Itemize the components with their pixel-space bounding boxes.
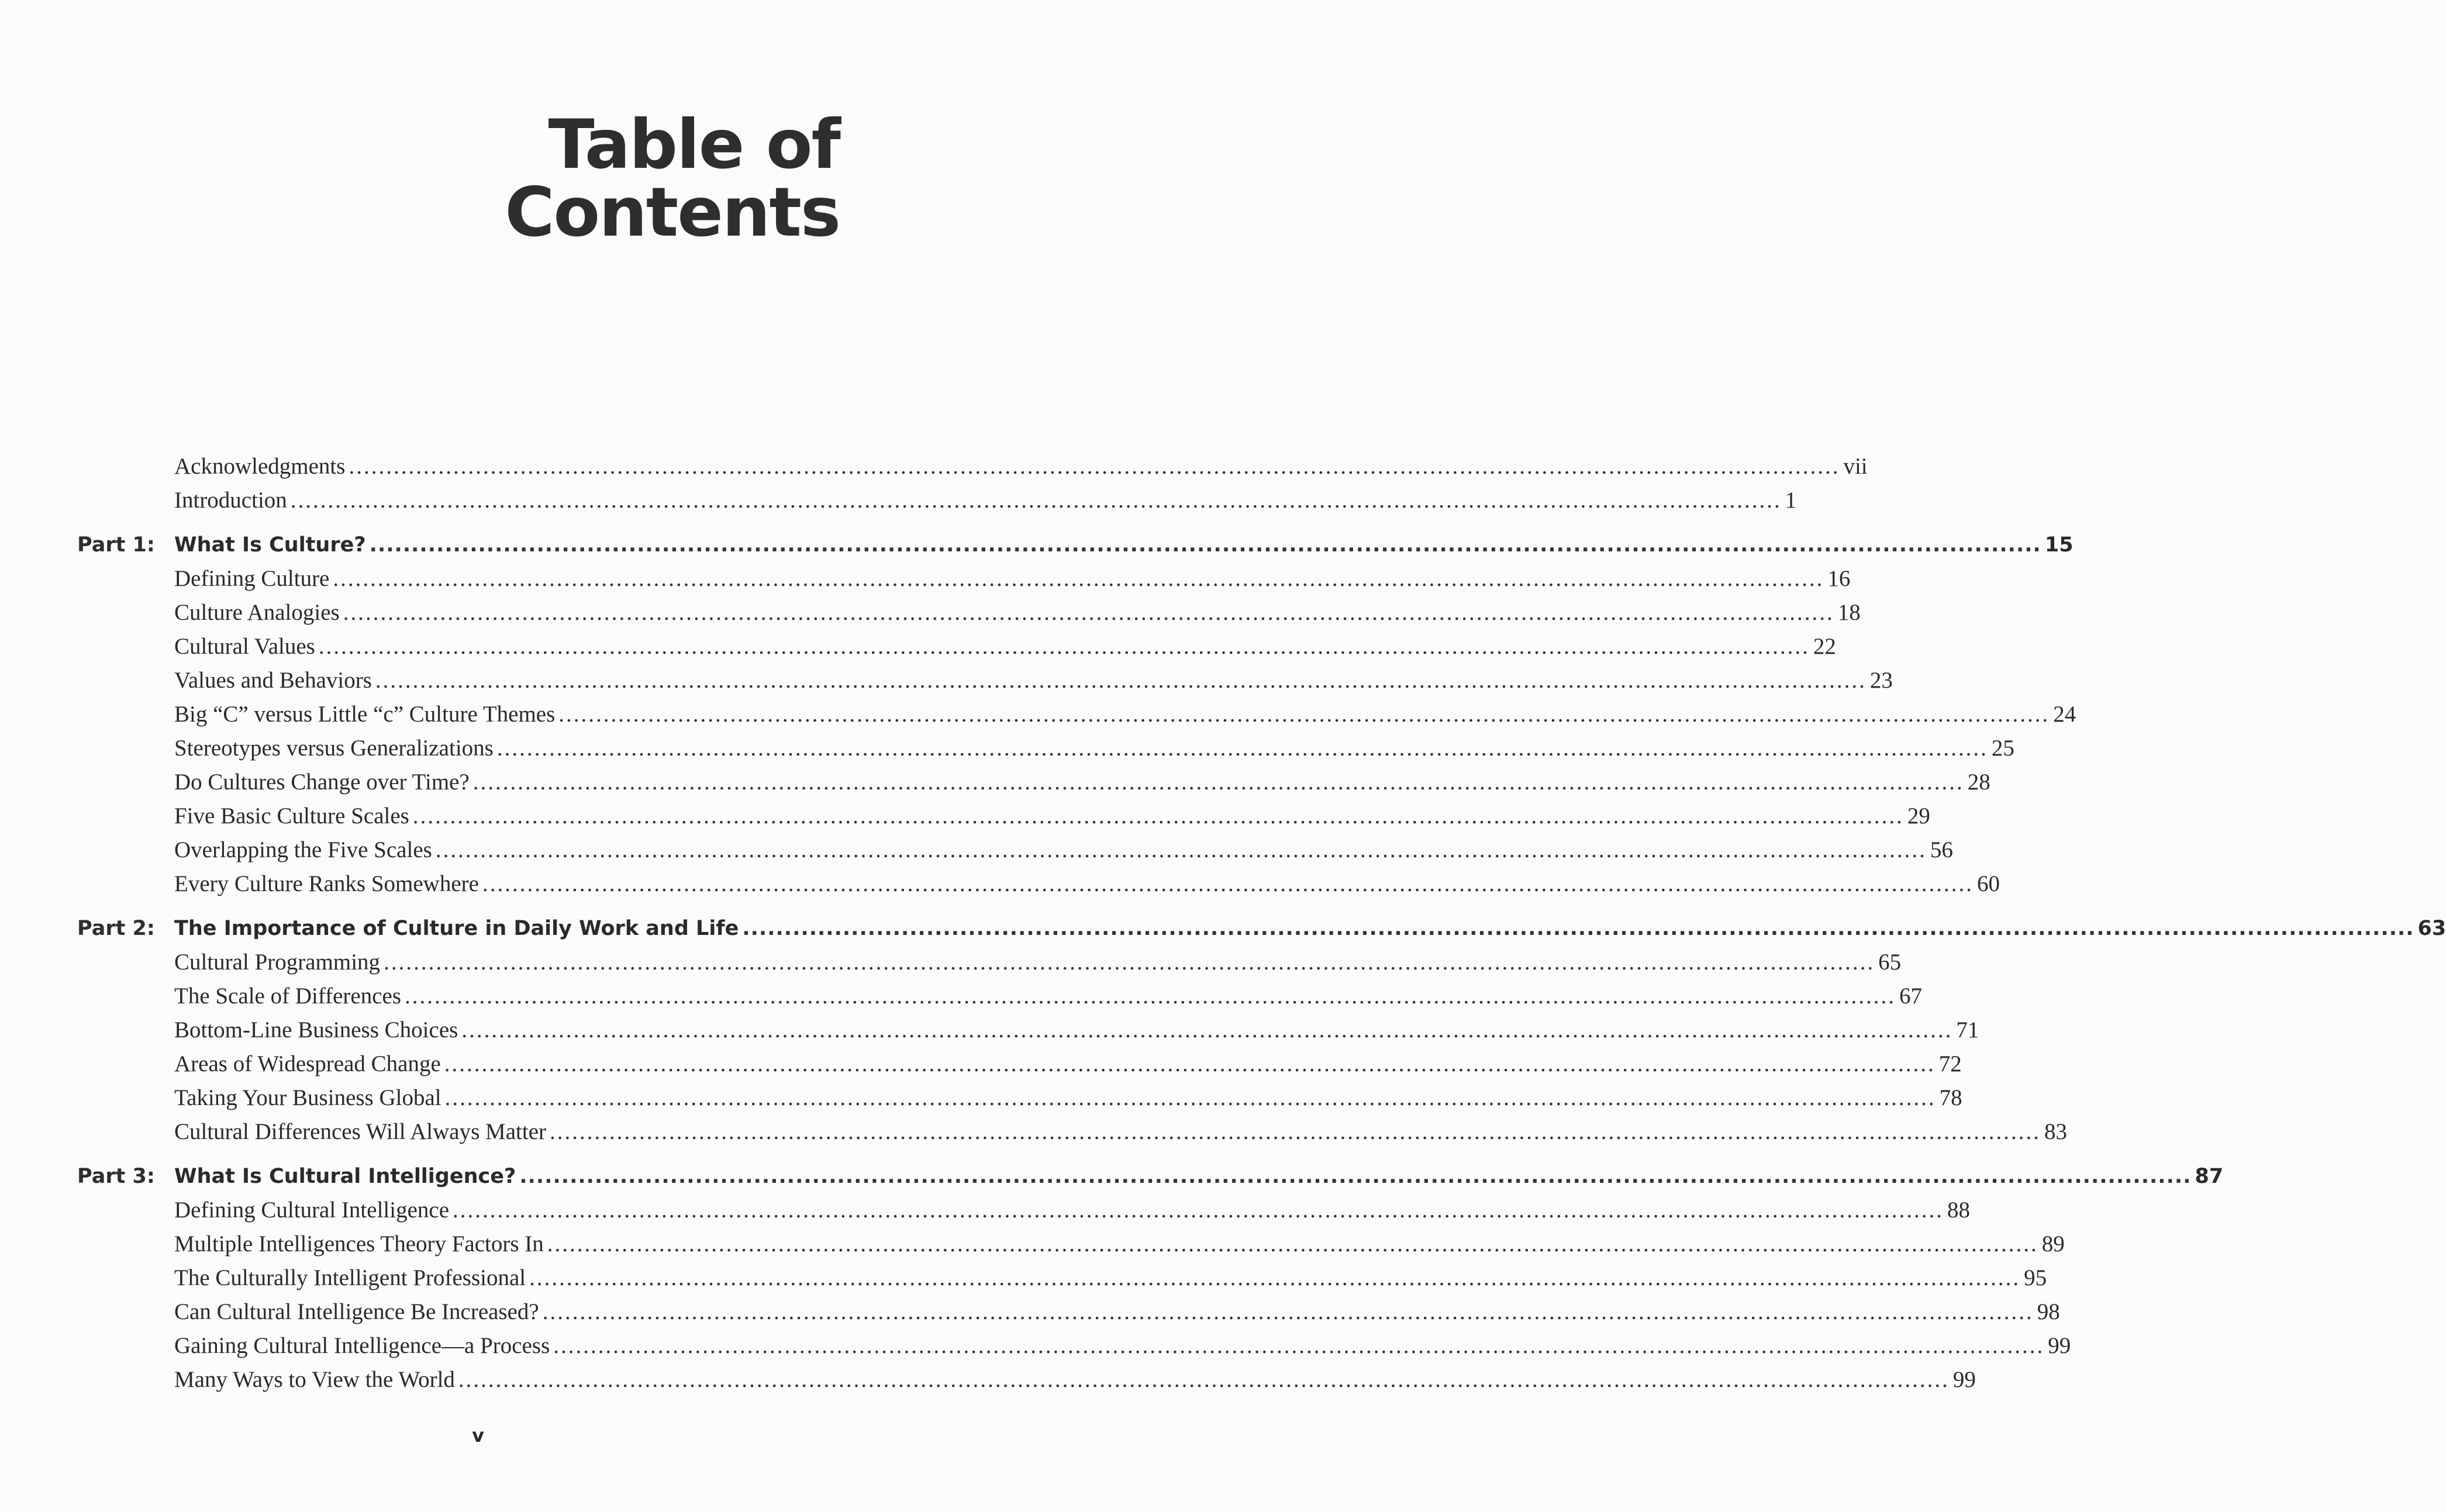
toc-entry-page: 67 [1899,983,1923,1009]
toc-entry[interactable] [174,833,1953,867]
toc-entry-acknowledgments[interactable] [174,450,1868,484]
toc-entry[interactable] [174,1227,2065,1261]
toc-entry-label: Cultural Values [174,634,315,659]
part-heading-3[interactable] [77,1159,2224,1193]
toc-entry-page: 28 [1967,769,1990,795]
toc-entry[interactable] [174,945,1902,979]
toc-entry-page: 99 [2048,1333,2071,1358]
part-page: 63 [2417,917,2446,940]
dot-leader: ........................................................................................................................................................................................................ [742,917,2414,940]
toc-entry-page: 1 [1785,488,1797,513]
toc-entry-label: Many Ways to View the World [174,1367,455,1392]
toc-entry[interactable] [174,1081,1962,1115]
dot-leader: ........................................................................................................................................................................................................ [375,668,1867,693]
dot-leader: ........................................................................................................................................................................................................ [444,1085,1936,1110]
toc-entry-page: 78 [1939,1085,1962,1110]
toc-entry[interactable] [174,630,1836,664]
dot-leader: ........................................................................................................................................................................................................ [461,1017,1953,1042]
dot-leader: ........................................................................................................................................................................................................ [472,769,1964,795]
toc-entry-label: Taking Your Business Global [174,1085,441,1110]
toc-entry-label: The Culturally Intelligent Professional [174,1265,526,1290]
toc-entry[interactable] [174,731,2014,765]
dot-leader: ........................................................................................................................................................................................................ [318,634,1810,659]
toc-entry[interactable] [174,1329,2071,1363]
toc-entry-page: 23 [1869,668,1893,693]
dot-leader: ........................................................................................................................................................................................................ [369,533,2041,557]
toc-entry-page: 29 [1907,803,1930,829]
dot-leader: ........................................................................................................................................................................................................ [405,983,1896,1009]
parts-list [0,528,2446,1397]
toc-entry-label: Multiple Intelligences Theory Factors In [174,1231,544,1256]
dot-leader: ........................................................................................................................................................................................................ [384,950,1875,975]
toc-entry-page: vii [1843,454,1868,479]
dot-leader: ........................................................................................................................................................................................................ [547,1231,2038,1256]
toc-entry-label: Overlapping the Five Scales [174,837,432,862]
part-title: What Is Cultural Intelligence? [174,1165,516,1188]
toc-entry-label: Areas of Widespread Change [174,1051,441,1076]
part-label: Part 2: [77,917,155,940]
dot-leader: ........................................................................................................................................................................................................ [558,702,2050,727]
part-page: 15 [2044,533,2074,557]
part-label: Part 1: [77,533,155,557]
toc-entry-page: 60 [1976,871,2000,896]
dot-leader: ........................................................................................................................................................................................................ [453,1197,1944,1223]
toc-entry[interactable] [174,1115,2067,1149]
toc-entry-label: Defining Culture [174,566,330,591]
toc-entry-page: 22 [1813,634,1836,659]
dot-leader: ........................................................................................................................................................................................................ [343,600,1834,625]
toc-entry-label: Five Basic Culture Scales [174,803,409,829]
dot-leader: ........................................................................................................................................................................................................ [496,736,1988,761]
toc-entry-label: Cultural Programming [174,950,381,975]
part-page: 87 [2195,1165,2224,1188]
dot-leader: ........................................................................................................................................................................................................ [529,1265,2021,1290]
toc-entry-label: The Scale of Differences [174,983,402,1009]
toc-entry-page: 18 [1837,600,1861,625]
dot-leader: ........................................................................................................................................................................................................ [553,1333,2045,1358]
toc-entry[interactable] [174,1193,1971,1227]
toc-entry[interactable] [174,799,1930,833]
dot-leader: ........................................................................................................................................................................................................ [333,566,1824,591]
toc-entry-label: Defining Cultural Intelligence [174,1197,450,1223]
toc-entry-page: 89 [2041,1231,2065,1256]
dot-leader: ........................................................................................................................................................................................................ [435,837,1927,862]
toc-entry-page: 83 [2044,1119,2067,1144]
toc-entry-page: 65 [1878,950,1902,975]
toc-entry-page: 56 [1930,837,1953,862]
toc-entry-page: 25 [1991,736,2014,761]
table-of-contents [0,450,2446,1397]
toc-entry-page: 99 [1952,1367,1976,1392]
toc-entry-page: 88 [1947,1197,1971,1223]
toc-entry-label: Values and Behaviors [174,668,372,693]
toc-entry-label: Do Cultures Change over Time? [174,769,470,795]
toc-entry-page: 95 [2024,1265,2047,1290]
dot-leader: ........................................................................................................................................................................................................ [444,1051,1936,1076]
toc-entry[interactable] [174,664,1893,698]
dot-leader: ........................................................................................................................................................................................................ [290,488,1782,513]
toc-entry[interactable] [174,698,2076,731]
toc-entry[interactable] [174,1295,2060,1329]
toc-entry[interactable] [174,1363,1976,1397]
toc-entry[interactable] [174,1013,1979,1047]
toc-entry-label: Stereotypes versus Generalizations [174,736,494,761]
dot-leader: ........................................................................................................................................................................................................ [542,1299,2034,1324]
page-title: Table of Contents [505,105,840,252]
toc-entry-label: Acknowledgments [174,454,346,479]
toc-entry-label: Cultural Differences Will Always Matter [174,1119,546,1144]
toc-entry-page: 71 [1956,1017,1979,1042]
toc-entry-label: Gaining Cultural Intelligence—a Process [174,1333,550,1358]
toc-entry-page: 98 [2037,1299,2060,1324]
toc-entry-label: Introduction [174,488,287,513]
toc-entry-label: Every Culture Ranks Somewhere [174,871,479,896]
dot-leader: ........................................................................................................................................................................................................ [412,803,1904,829]
toc-entry[interactable] [174,596,1861,630]
part-label: Part 3: [77,1165,155,1188]
toc-entry[interactable] [174,562,1851,596]
part-title: The Importance of Culture in Daily Work and Life [174,917,739,940]
dot-leader: ........................................................................................................................................................................................................ [458,1367,1950,1392]
part-title: What Is Culture? [174,533,366,557]
dot-leader: ........................................................................................................................................................................................................ [482,871,1974,896]
toc-entry[interactable] [174,765,1990,799]
dot-leader: ........................................................................................................................................................................................................ [550,1119,2041,1144]
toc-entry-label: Bottom-Line Business Choices [174,1017,458,1042]
toc-entry-page: 16 [1827,566,1851,591]
toc-entry-label: Culture Analogies [174,600,340,625]
toc-entry[interactable] [174,867,2000,901]
part-heading-1[interactable] [77,528,2074,562]
toc-entry-introduction[interactable] [174,484,1797,517]
toc-entry-page: 24 [2053,702,2076,727]
part-heading-2[interactable] [77,912,2446,945]
toc-entry-label: Big “C” versus Little “c” Culture Themes [174,702,556,727]
page-number: v [472,1424,484,1447]
toc-entry-label: Can Cultural Intelligence Be Increased? [174,1299,539,1324]
toc-entry-page: 72 [1938,1051,1962,1076]
toc-entry[interactable] [174,979,1923,1013]
toc-entry[interactable] [174,1047,1962,1081]
dot-leader: ........................................................................................................................................................................................................ [519,1165,2192,1188]
dot-leader: ........................................................................................................................................................................................................ [349,454,1840,479]
toc-entry[interactable] [174,1261,2047,1295]
